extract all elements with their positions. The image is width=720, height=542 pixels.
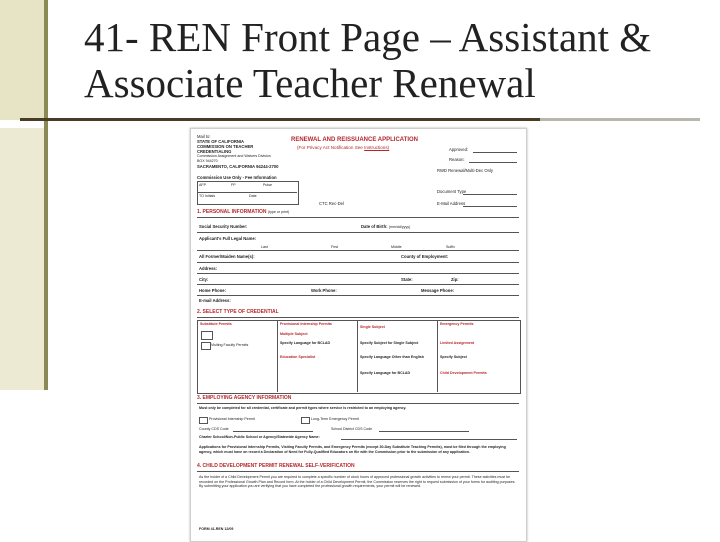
privacy-instructions-link[interactable]: Instructions) bbox=[364, 145, 390, 150]
name-part-middle: Middle bbox=[391, 245, 402, 249]
section-1-note: (type or print) bbox=[267, 210, 290, 214]
office-use-label: RWD Renewal/Multi-Dec Only bbox=[437, 168, 494, 173]
row-line-4 bbox=[197, 273, 519, 274]
cred-col-internship: Provisional Internship Permits bbox=[280, 322, 332, 326]
school-cds-line bbox=[379, 431, 469, 432]
cred-specify-bclad-2: Specify Language for BCLAD bbox=[360, 371, 411, 375]
school-cds-label: School District CDS Code bbox=[331, 427, 373, 431]
cred-col-single-subject: Single Subject bbox=[360, 325, 385, 329]
reason-label: Reason: bbox=[449, 157, 465, 162]
address-label: Address: bbox=[199, 266, 218, 271]
fee-col-4: TO Initials bbox=[199, 194, 216, 198]
section-1-rule bbox=[197, 217, 519, 218]
agency-line-2: COMMISSION ON TEACHER bbox=[197, 144, 254, 149]
credential-grid-col-2 bbox=[357, 320, 358, 392]
charter-line bbox=[341, 439, 517, 440]
row-line-5 bbox=[197, 284, 519, 285]
form-subtitle-text: (For Privacy Act Notification See bbox=[297, 145, 363, 150]
fee-box bbox=[197, 181, 299, 205]
applications-note: Applications for Provisional Internship Permits, Visiting Faculty Permits, and Emergency Permits (except 30-Day Substitute Teaching Permits), must be filed through the employing agency, which must have on record a Declaration of Need for Fully-Qualified Educators on file with the Commission prior to the submission of any application. bbox=[199, 445, 506, 454]
cred-education-specialist: Education Specialist bbox=[280, 355, 316, 359]
legal-name-label: Applicant's Full Legal Name: bbox=[199, 236, 257, 241]
state-label: State: bbox=[401, 277, 413, 282]
approved-line bbox=[473, 152, 517, 153]
row-line-6 bbox=[197, 295, 519, 296]
agency-line-1: STATE OF CALIFORNIA bbox=[197, 139, 245, 144]
section-1-title: 1. PERSONAL INFORMATION bbox=[197, 209, 267, 215]
agency-line-6: SACRAMENTO, CALIFORNIA 94244-2700 bbox=[197, 164, 279, 169]
section-3-note: Must only be completed for all credential, certificate and permit types where service is restricted to an employing agency. bbox=[199, 406, 407, 410]
email-header-line bbox=[463, 206, 517, 207]
cred-limited-assignment: Limited Assignment bbox=[440, 341, 475, 345]
cred-col-substitute: Substitute Permits bbox=[200, 322, 232, 326]
slide-title bbox=[84, 14, 704, 106]
work-phone-label: Work Phone: bbox=[311, 288, 337, 293]
title-underline bbox=[20, 118, 544, 121]
section-4-heading: 4. CHILD DEVELOPMENT PERMIT RENEWAL SELF-VERIFICATION bbox=[197, 463, 355, 469]
cred-specify-single: Specify Subject for Single Subject bbox=[360, 341, 419, 345]
zip-label: Zip: bbox=[451, 277, 459, 282]
long-term-emergency-checkbox[interactable] bbox=[301, 417, 310, 424]
substitute-checkbox[interactable] bbox=[201, 331, 213, 340]
email-address-label: E-mail Address: bbox=[199, 298, 231, 303]
visiting-faculty-checkbox[interactable] bbox=[201, 342, 211, 350]
section-4-text: As the holder of a Child Development Permit you are required to complete a specific number of clock hours of approved professional growth activities to renew your permit. These activities must be recorded on the Professional Growth Plan and Record form. At the holder of a Child Development Permit, the Commission reserves the right to request submission of your forms for auditing purposes. By submitting your application you are verifying that you have completed the professional growth requirements, your permit will be renewed. bbox=[199, 475, 516, 489]
credential-grid-col-1 bbox=[277, 320, 278, 392]
cte-rec-label: CTC Rec-Del bbox=[319, 201, 344, 206]
section-2-heading: 2. SELECT TYPE OF CREDENTIAL bbox=[197, 309, 279, 315]
credential-grid-col-3 bbox=[437, 320, 438, 392]
document-type-line bbox=[463, 194, 517, 195]
cred-multiple-subject: Multiple Subject bbox=[280, 332, 308, 336]
email-header-label: E-Mail Address bbox=[437, 201, 466, 206]
fee-col-1: AFP bbox=[199, 183, 206, 187]
approved-label: Approved: bbox=[449, 147, 469, 152]
cred-visiting-faculty: Visiting Faculty Permits bbox=[211, 343, 249, 347]
slide-left-band-bottom bbox=[0, 128, 48, 390]
slide-left-band-top bbox=[0, 0, 48, 120]
provisional-internship-label: Provisional Internship Permit bbox=[209, 417, 255, 421]
long-term-emergency-label: Long-Term Emergency Permit bbox=[311, 417, 359, 421]
section-3-rule bbox=[197, 403, 519, 404]
fee-col-5: Date bbox=[249, 194, 257, 198]
cred-specify-language: Specify Language Other than English bbox=[360, 355, 424, 359]
cred-col-emergency: Emergency Permits bbox=[440, 322, 474, 326]
cred-specify-bclad: Specify Language for BCLAD bbox=[280, 341, 331, 345]
provisional-internship-checkbox[interactable] bbox=[199, 417, 208, 424]
form-number: FORM 41-REN 12/09 bbox=[199, 527, 234, 531]
slide-left-stripe bbox=[44, 0, 48, 390]
form-subtitle bbox=[297, 145, 389, 150]
dob-format: (mm/dd/yyyy) bbox=[388, 225, 411, 229]
cred-child-development: Child Development Permits bbox=[440, 371, 487, 375]
form-document-image bbox=[190, 128, 527, 542]
name-part-last: Last bbox=[261, 245, 268, 249]
section-3-heading: 3. EMPLOYING AGENCY INFORMATION bbox=[197, 395, 292, 401]
section-2-rule bbox=[197, 317, 519, 318]
title-underline-tail bbox=[540, 118, 700, 121]
cred-specify-subject: Specify Subject bbox=[440, 355, 467, 359]
row-line-1 bbox=[197, 232, 519, 233]
agency-line-4: Commission Assignment and Waivers Division bbox=[197, 154, 271, 158]
fee-box-divider bbox=[197, 192, 297, 193]
row-line-3 bbox=[197, 262, 519, 263]
name-part-first: First bbox=[331, 245, 338, 249]
form-title: RENEWAL AND REISSUANCE APPLICATION bbox=[291, 137, 419, 143]
ssn-label: Social Security Number: bbox=[199, 224, 248, 229]
section-1-heading bbox=[197, 209, 289, 215]
commission-use-label: Commission Use Only - Fee Information bbox=[197, 175, 277, 180]
slide-left-band bbox=[0, 0, 48, 540]
county-cds-label: County CDS Code bbox=[199, 427, 229, 431]
dob-label bbox=[361, 224, 410, 230]
reason-line bbox=[469, 162, 517, 163]
name-part-suffix: Suffix bbox=[446, 245, 455, 249]
message-phone-label: Message Phone: bbox=[421, 288, 455, 293]
credential-grid bbox=[197, 320, 521, 394]
home-phone-label: Home Phone: bbox=[199, 288, 226, 293]
slide-title-line2: Associate Teacher Renewal bbox=[84, 60, 536, 106]
agency-line-5: BOX 944270 bbox=[197, 159, 218, 163]
county-cds-line bbox=[233, 431, 313, 432]
county-employment-label: County of Employment: bbox=[401, 254, 449, 259]
slide-title-line1: 41- REN Front Page – Assistant & bbox=[84, 14, 652, 60]
former-names-label: All Former/Maiden Name(s): bbox=[199, 254, 255, 259]
row-line-2 bbox=[197, 250, 519, 251]
mail-to-label: Mail to: bbox=[197, 134, 211, 139]
city-label: City: bbox=[199, 277, 209, 282]
dob-label-text: Date of Birth: bbox=[361, 224, 388, 229]
charter-label: Charter School/Non-Public School or Agency/Statewide Agency Name: bbox=[199, 435, 320, 439]
document-type-label: Document Type bbox=[437, 189, 467, 194]
fee-col-3: Pulse bbox=[263, 183, 272, 187]
section-4-rule bbox=[197, 471, 519, 472]
agency-line-3: CREDENTIALING bbox=[197, 149, 232, 154]
fee-col-2: FP bbox=[231, 183, 236, 187]
